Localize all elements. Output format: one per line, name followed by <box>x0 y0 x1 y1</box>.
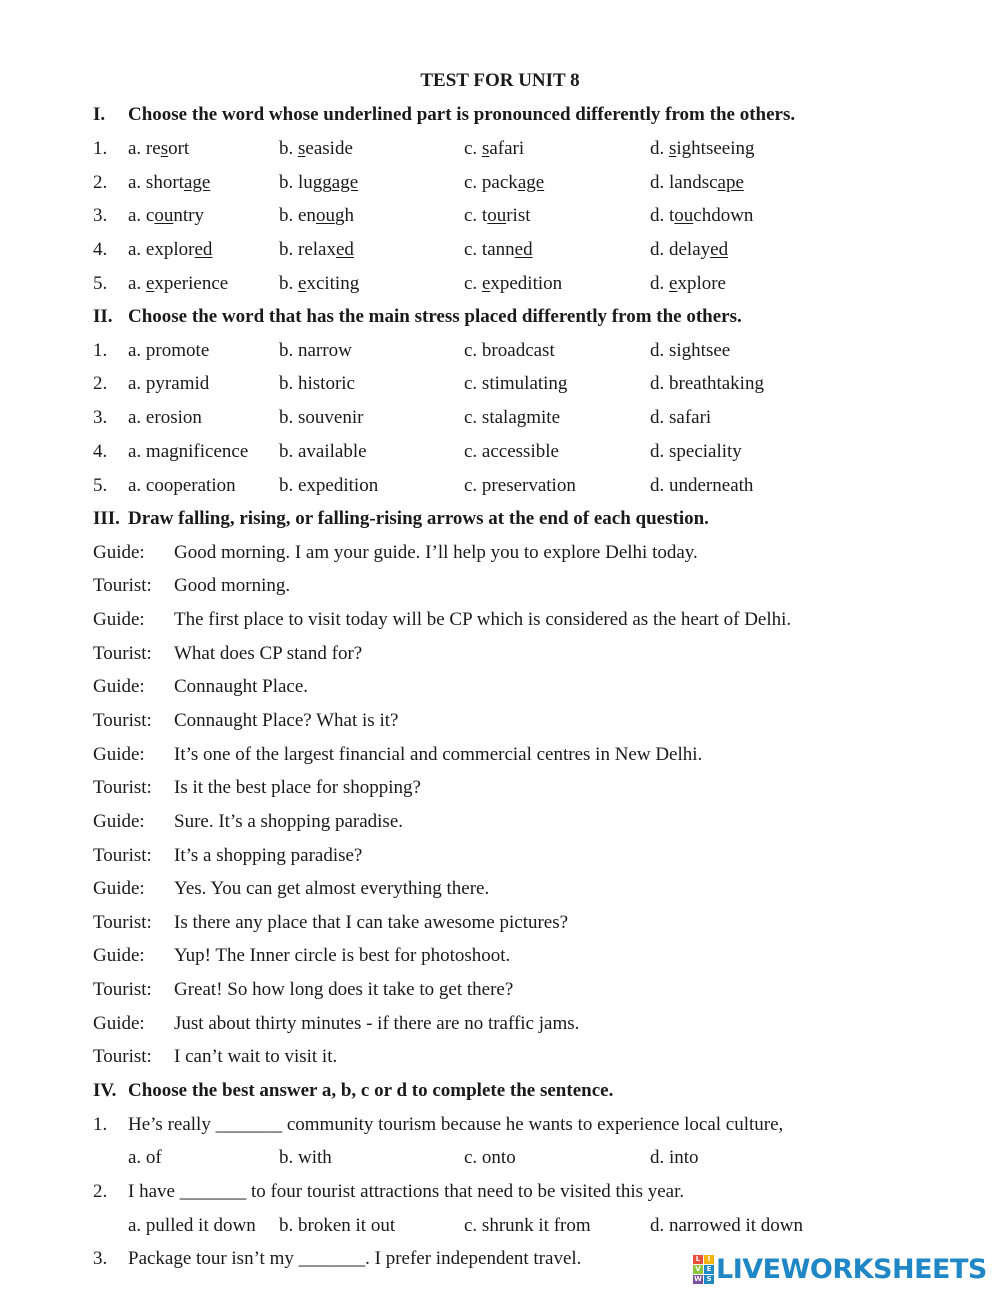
option-c[interactable]: c. broadcast <box>464 340 555 361</box>
option-d[interactable]: d. touchdown <box>650 205 754 226</box>
question-number: 3. <box>93 1248 108 1269</box>
speaker-label: Guide: <box>93 676 145 697</box>
section-2-number: II. <box>93 306 113 327</box>
question-number: 3. <box>93 205 108 226</box>
question-number: 1. <box>93 340 108 361</box>
option-a[interactable]: a. pulled it down <box>128 1215 256 1236</box>
liveworksheets-logo-text: LIVEWORKSHEETS <box>716 1253 987 1285</box>
question-number: 4. <box>93 441 108 462</box>
section-1-instruction: Choose the word whose underlined part is pronounced differently from the others. <box>128 104 796 125</box>
option-b[interactable]: b. broken it out <box>279 1215 396 1236</box>
option-c[interactable]: c. accessible <box>464 441 559 462</box>
option-d[interactable]: d. breathtaking <box>650 373 764 394</box>
option-c[interactable]: c. preservation <box>464 475 576 496</box>
option-d[interactable]: d. sightsee <box>650 340 731 361</box>
dialogue-line: It’s one of the largest financial and commercial centres in New Delhi. <box>174 744 703 765</box>
option-d[interactable]: d. delayed <box>650 239 729 260</box>
dialogue-line: Great! So how long does it take to get there? <box>174 979 514 1000</box>
logo-tile: I <box>704 1255 714 1264</box>
logo-tile: W <box>694 1275 702 1283</box>
option-c[interactable]: c. tanned <box>464 239 533 260</box>
question-number: 2. <box>93 373 108 394</box>
option-a[interactable]: a. experience <box>128 273 229 294</box>
option-a[interactable]: a. resort <box>128 138 190 159</box>
page-title: TEST FOR UNIT 8 <box>420 70 580 91</box>
section-4-number: IV. <box>93 1080 117 1101</box>
speaker-label: Tourist: <box>93 845 152 866</box>
logo-tile: S <box>704 1275 714 1284</box>
liveworksheets-logo[interactable] <box>693 1252 987 1286</box>
speaker-label: Tourist: <box>93 777 152 798</box>
question-number: 2. <box>93 1181 108 1202</box>
question-number: 3. <box>93 407 108 428</box>
speaker-label: Guide: <box>93 811 145 832</box>
speaker-label: Guide: <box>93 878 145 899</box>
section-3-instruction: Draw falling, rising, or falling-rising arrows at the end of each question. <box>128 508 709 529</box>
dialogue-line: Is it the best place for shopping? <box>174 777 421 798</box>
option-a[interactable]: a. erosion <box>128 407 202 428</box>
dialogue-line: Yup! The Inner circle is best for photoshoot. <box>174 945 511 966</box>
speaker-label: Tourist: <box>93 710 152 731</box>
option-b[interactable]: b. historic <box>279 373 355 394</box>
dialogue-line: Yes. You can get almost everything there. <box>174 878 490 899</box>
option-b[interactable]: b. relaxed <box>279 239 354 260</box>
dialogue-line: I can’t wait to visit it. <box>174 1046 338 1067</box>
section-1-number: I. <box>93 104 106 125</box>
option-a[interactable]: a. country <box>128 205 204 226</box>
speaker-label: Tourist: <box>93 979 152 1000</box>
question-number: 5. <box>93 475 108 496</box>
question-number: 1. <box>93 1114 108 1135</box>
option-b[interactable]: b. enough <box>279 205 354 226</box>
logo-tile: V <box>693 1265 703 1274</box>
option-c[interactable]: c. safari <box>464 138 525 159</box>
dialogue-line: Connaught Place. <box>174 676 309 697</box>
question-number: 5. <box>93 273 108 294</box>
option-d[interactable]: d. speciality <box>650 441 742 462</box>
option-a[interactable]: a. cooperation <box>128 475 236 496</box>
dialogue-line: What does CP stand for? <box>174 643 363 664</box>
option-d[interactable]: d. safari <box>650 407 712 428</box>
option-b[interactable]: b. souvenir <box>279 407 364 428</box>
question-text: He’s really _______ community tourism because he wants to experience local culture, <box>128 1114 784 1135</box>
option-d[interactable]: d. explore <box>650 273 726 294</box>
dialogue-line: The first place to visit today will be CP which is considered as the heart of Delhi. <box>174 609 792 630</box>
liveworksheets-logo-icon <box>693 1255 713 1283</box>
logo-tile: E <box>704 1265 714 1274</box>
option-a[interactable]: a. explored <box>128 239 213 260</box>
option-d[interactable]: d. landscape <box>650 172 744 193</box>
option-d[interactable]: d. underneath <box>650 475 754 496</box>
option-b[interactable]: b. narrow <box>279 340 352 361</box>
option-c[interactable]: c. stalagmite <box>464 407 561 428</box>
option-b[interactable]: b. seaside <box>279 138 353 159</box>
question-number: 1. <box>93 138 108 159</box>
dialogue-line: Connaught Place? What is it? <box>174 710 399 731</box>
option-c[interactable]: c. stimulating <box>464 373 568 394</box>
section-3-number: III. <box>93 508 120 529</box>
speaker-label: Guide: <box>93 542 145 563</box>
section-2-instruction: Choose the word that has the main stress placed differently from the others. <box>128 306 742 327</box>
option-a[interactable]: a. magnificence <box>128 441 249 462</box>
logo-tile: L <box>693 1255 703 1264</box>
question-number: 4. <box>93 239 108 260</box>
option-c[interactable]: c. expedition <box>464 273 563 294</box>
option-a[interactable]: a. promote <box>128 340 210 361</box>
speaker-label: Tourist: <box>93 575 152 596</box>
dialogue-line: Good morning. I am your guide. I’ll help you to explore Delhi today. <box>174 542 698 563</box>
option-c[interactable]: c. onto <box>464 1147 516 1168</box>
option-b[interactable]: b. expedition <box>279 475 379 496</box>
option-b[interactable]: b. with <box>279 1147 332 1168</box>
speaker-label: Guide: <box>93 945 145 966</box>
dialogue-line: Sure. It’s a shopping paradise. <box>174 811 404 832</box>
speaker-label: Tourist: <box>93 1046 152 1067</box>
speaker-label: Guide: <box>93 744 145 765</box>
option-c[interactable]: c. package <box>464 172 545 193</box>
section-4-instruction: Choose the best answer a, b, c or d to complete the sentence. <box>128 1080 614 1101</box>
option-d[interactable]: d. into <box>650 1147 699 1168</box>
option-c[interactable]: c. tourist <box>464 205 531 226</box>
option-c[interactable]: c. shrunk it from <box>464 1215 591 1236</box>
dialogue-line: It’s a shopping paradise? <box>174 845 363 866</box>
speaker-label: Guide: <box>93 609 145 630</box>
option-d[interactable]: d. narrowed it down <box>650 1215 804 1236</box>
option-b[interactable]: b. available <box>279 441 367 462</box>
speaker-label: Tourist: <box>93 643 152 664</box>
dialogue-line: Good morning. <box>174 575 291 596</box>
speaker-label: Tourist: <box>93 912 152 933</box>
option-a[interactable]: a. shortage <box>128 172 211 193</box>
dialogue-line: Is there any place that I can take awesome pictures? <box>174 912 569 933</box>
question-number: 2. <box>93 172 108 193</box>
option-b[interactable]: b. luggage <box>279 172 359 193</box>
option-a[interactable]: a. of <box>128 1147 162 1168</box>
option-d[interactable]: d. sightseeing <box>650 138 755 159</box>
question-text: Package tour isn’t my _______. I prefer independent travel. <box>128 1248 582 1269</box>
dialogue-line: Just about thirty minutes - if there are no traffic jams. <box>174 1013 580 1034</box>
question-text: I have _______ to four tourist attractions that need to be visited this year. <box>128 1181 685 1202</box>
speaker-label: Guide: <box>93 1013 145 1034</box>
option-a[interactable]: a. pyramid <box>128 373 210 394</box>
option-b[interactable]: b. exciting <box>279 273 360 294</box>
